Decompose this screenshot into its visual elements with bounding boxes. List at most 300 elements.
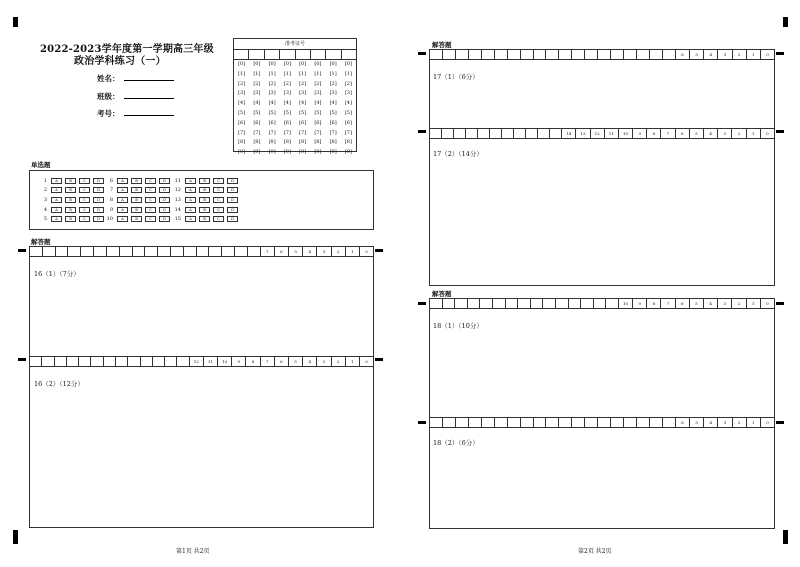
score-cell[interactable]: 6 xyxy=(275,357,289,366)
candidate-id-digit[interactable]: [3] xyxy=(299,90,307,97)
score-blank-cell xyxy=(443,50,456,59)
mc-option-bubble[interactable]: B xyxy=(65,207,76,213)
alignment-mark xyxy=(418,130,426,133)
mc-option-bubble[interactable]: D xyxy=(159,197,170,203)
score-blank-cell xyxy=(521,50,534,59)
mc-option-bubble[interactable]: A xyxy=(185,197,196,203)
score-cell[interactable]: 10 xyxy=(619,299,633,308)
score-cell[interactable]: 4 xyxy=(704,418,718,427)
mc-option-bubble[interactable]: B xyxy=(199,178,210,184)
candidate-id-digit[interactable]: [5] xyxy=(253,109,261,116)
score-blank-cell xyxy=(521,418,534,427)
candidate-id-digit[interactable]: [7] xyxy=(268,129,276,136)
candidate-id-digit[interactable]: [8] xyxy=(283,139,291,146)
candidate-id-digit[interactable]: [7] xyxy=(299,129,307,136)
score-cell[interactable]: 1 xyxy=(747,50,761,59)
score-blank-cell xyxy=(538,129,550,138)
candidate-id-digit[interactable]: [2] xyxy=(329,80,337,87)
candidate-id-digit[interactable]: [5] xyxy=(344,109,352,116)
candidate-id-digit[interactable]: [8] xyxy=(299,139,307,146)
score-cell[interactable]: 0 xyxy=(365,359,368,364)
answer-section-label-bottom: 解答题 xyxy=(432,290,452,298)
candidate-id-digit[interactable]: [7] xyxy=(314,129,322,136)
candidate-id-digit[interactable]: [5] xyxy=(238,109,246,116)
candidate-id-digit[interactable]: [6] xyxy=(329,119,337,126)
score-cell[interactable]: 10 xyxy=(619,129,633,138)
score-cell[interactable]: 9 xyxy=(633,299,647,308)
mc-option-bubble[interactable]: D xyxy=(159,178,170,184)
score-blank-cell xyxy=(594,299,607,308)
score-blank-cell xyxy=(456,50,469,59)
candidate-id-digit[interactable]: [4] xyxy=(283,100,291,107)
mc-option-bubble[interactable]: C xyxy=(79,216,90,222)
score-cell[interactable]: 4 xyxy=(303,357,317,366)
alignment-mark xyxy=(783,530,788,544)
mc-option-bubble[interactable]: C xyxy=(145,216,156,222)
score-blank-cell xyxy=(153,357,165,366)
candidate-id-digit[interactable]: [6] xyxy=(253,119,261,126)
score-bar-18-2 xyxy=(430,417,774,428)
mc-option-bubble[interactable]: C xyxy=(213,216,224,222)
score-cell[interactable]: 7 xyxy=(261,357,275,366)
score-cell[interactable]: 6 xyxy=(676,50,690,59)
score-cell[interactable]: 5 xyxy=(289,247,303,256)
score-cell[interactable]: 2 xyxy=(733,418,747,427)
mc-option-bubble[interactable]: B xyxy=(131,216,142,222)
candidate-id-box xyxy=(233,38,357,156)
score-blank-cell xyxy=(456,418,469,427)
score-cell[interactable]: 0 xyxy=(766,52,769,57)
mc-option-bubble[interactable]: C xyxy=(145,207,156,213)
candidate-id-digit[interactable]: [4] xyxy=(299,100,307,107)
score-blank-cell xyxy=(443,299,456,308)
mc-option-bubble[interactable]: D xyxy=(93,187,104,193)
mc-question-row xyxy=(35,186,107,196)
score-blank-cell xyxy=(611,50,624,59)
mc-option-bubble[interactable]: A xyxy=(51,197,62,203)
score-blank-cell xyxy=(543,299,556,308)
mc-option-bubble[interactable]: B xyxy=(65,197,76,203)
candidate-id-digit[interactable]: [8] xyxy=(253,139,261,146)
score-blank-cell xyxy=(514,129,526,138)
name-field[interactable] xyxy=(124,80,174,81)
mc-option-bubble[interactable]: A xyxy=(185,207,196,213)
score-blank-cell xyxy=(495,418,508,427)
candidate-id-digit[interactable]: [2] xyxy=(299,80,307,87)
mc-option-bubble[interactable]: C xyxy=(145,197,156,203)
score-cell[interactable]: 0 xyxy=(766,131,769,136)
candidate-id-digit[interactable]: [1] xyxy=(283,70,291,77)
score-cell[interactable]: 5 xyxy=(690,418,704,427)
mc-option-bubble[interactable]: C xyxy=(213,197,224,203)
alignment-mark xyxy=(13,17,18,27)
mc-option-bubble[interactable]: B xyxy=(131,207,142,213)
candidate-id-digit[interactable]: [7] xyxy=(329,129,337,136)
candidate-id-digit[interactable]: [9] xyxy=(329,149,337,156)
mc-question-row xyxy=(169,176,241,186)
score-cell[interactable]: 0 xyxy=(365,249,368,254)
name-label: 姓名： xyxy=(97,74,120,83)
mc-option-bubble[interactable]: D xyxy=(93,197,104,203)
mc-question-row xyxy=(35,195,107,205)
score-cell[interactable]: 7 xyxy=(661,299,675,308)
candidate-id-digit[interactable]: [2] xyxy=(314,80,322,87)
score-cell[interactable]: 5 xyxy=(690,50,704,59)
mc-option-bubble[interactable]: B xyxy=(65,216,76,222)
score-bar-17-2 xyxy=(430,128,774,139)
candidate-id-digit[interactable]: [2] xyxy=(253,80,261,87)
mc-option-bubble[interactable]: C xyxy=(145,187,156,193)
candidate-id-digit[interactable]: [9] xyxy=(344,149,352,156)
candidate-id-column xyxy=(341,60,356,158)
score-cell[interactable]: 6 xyxy=(676,418,690,427)
score-blank-cell xyxy=(534,50,547,59)
candidate-id-digit[interactable]: [1] xyxy=(329,70,337,77)
score-blank-cell xyxy=(128,357,140,366)
candidate-id-column xyxy=(234,60,249,158)
candidate-id-write-cells[interactable] xyxy=(234,50,356,60)
score-cell[interactable]: 2 xyxy=(332,357,346,366)
mc-option-bubble[interactable]: C xyxy=(79,207,90,213)
score-cell[interactable]: 12 xyxy=(591,129,605,138)
score-blank-cell xyxy=(550,129,562,138)
score-blank-cell xyxy=(133,247,146,256)
mc-question-number: 10 xyxy=(106,216,113,223)
mc-option-bubble[interactable]: A xyxy=(117,207,128,213)
score-blank-cell xyxy=(546,418,559,427)
mc-option-bubble[interactable]: B xyxy=(199,216,210,222)
candidate-id-digit[interactable]: [6] xyxy=(238,119,246,126)
score-blank-cell xyxy=(466,129,478,138)
candidate-id-digit[interactable]: [3] xyxy=(314,90,322,97)
score-blank-cell xyxy=(81,247,94,256)
candidate-id-digit[interactable]: [5] xyxy=(268,109,276,116)
mc-option-bubble[interactable]: D xyxy=(159,187,170,193)
score-cell[interactable]: 4 xyxy=(704,129,718,138)
score-blank-cell xyxy=(67,357,79,366)
candidate-id-digit[interactable]: [3] xyxy=(283,90,291,97)
score-cell[interactable]: 4 xyxy=(704,299,718,308)
mc-question-number: 12 xyxy=(174,187,181,194)
mc-option-bubble[interactable]: D xyxy=(159,216,170,222)
score-blank-cell xyxy=(141,357,153,366)
candidate-id-digit[interactable]: [3] xyxy=(238,90,246,97)
score-blank-cell xyxy=(598,418,611,427)
candidate-id-digit[interactable]: [0] xyxy=(329,61,337,67)
candidate-id-digit[interactable]: [4] xyxy=(329,100,337,107)
candidate-id-column xyxy=(265,60,280,158)
candidate-id-digit[interactable]: [3] xyxy=(253,90,261,97)
candidate-id-digit[interactable]: [6] xyxy=(299,119,307,126)
candidate-id-digit[interactable]: [4] xyxy=(314,100,322,107)
mc-option-bubble[interactable]: C xyxy=(79,187,90,193)
score-blank-cell xyxy=(508,418,521,427)
mc-question-number: 1 xyxy=(43,177,47,184)
score-cell[interactable]: 2 xyxy=(732,129,746,138)
mc-option-bubble[interactable]: A xyxy=(185,187,196,193)
mc-option-bubble[interactable]: D xyxy=(227,216,238,222)
score-blank-cell xyxy=(518,299,531,308)
question-17-1-label: 17（1）（6分） xyxy=(433,73,479,81)
mc-option-bubble[interactable]: D xyxy=(93,207,104,213)
candidate-id-digit[interactable]: [0] xyxy=(314,61,322,67)
score-cell[interactable]: 1 xyxy=(747,299,761,308)
candidate-id-digit[interactable]: [2] xyxy=(344,80,352,87)
score-blank-cell xyxy=(442,129,454,138)
candidate-id-digit[interactable]: [2] xyxy=(283,80,291,87)
score-cell[interactable]: 8 xyxy=(647,129,661,138)
mc-question-row xyxy=(35,205,107,215)
score-blank-cell xyxy=(197,247,210,256)
mc-option-bubble[interactable]: D xyxy=(227,207,238,213)
mc-option-bubble[interactable]: B xyxy=(131,187,142,193)
score-blank-cell xyxy=(430,50,443,59)
score-blank-cell xyxy=(478,129,490,138)
score-cell[interactable]: 8 xyxy=(647,299,661,308)
candidate-id-digit[interactable]: [5] xyxy=(329,109,337,116)
mc-option-bubble[interactable]: D xyxy=(159,207,170,213)
score-cell[interactable]: 1 xyxy=(747,418,761,427)
mc-question-number: 5 xyxy=(43,216,47,223)
mc-option-bubble[interactable]: A xyxy=(117,178,128,184)
score-cell[interactable]: 5 xyxy=(289,357,303,366)
candidate-id-digit[interactable]: [3] xyxy=(268,90,276,97)
score-cell[interactable]: 12 xyxy=(190,357,204,366)
exam-title-line1: 2022-2023学年度第一学期高三年级 xyxy=(40,44,214,55)
mc-option-bubble[interactable]: D xyxy=(227,187,238,193)
score-blank-cell xyxy=(490,129,502,138)
candidate-id-digit[interactable]: [1] xyxy=(314,70,322,77)
score-cell[interactable]: 1 xyxy=(747,129,761,138)
candidate-id-digit[interactable]: [4] xyxy=(238,100,246,107)
candidate-id-digit[interactable]: [5] xyxy=(314,109,322,116)
score-blank-cell xyxy=(30,247,43,256)
score-cell[interactable]: 5 xyxy=(690,129,704,138)
mc-option-bubble[interactable]: A xyxy=(51,187,62,193)
score-cell[interactable]: 5 xyxy=(690,299,704,308)
mc-option-bubble[interactable]: A xyxy=(185,216,196,222)
candidate-id-digit[interactable]: [8] xyxy=(344,139,352,146)
candidate-id-digit[interactable]: [3] xyxy=(344,90,352,97)
score-blank-cell xyxy=(430,299,443,308)
score-blank-cell xyxy=(430,418,443,427)
score-blank-cell xyxy=(43,247,56,256)
mc-option-bubble[interactable]: A xyxy=(51,216,62,222)
score-blank-cell xyxy=(430,129,442,138)
candidate-id-digit[interactable]: [1] xyxy=(268,70,276,77)
mc-option-bubble[interactable]: C xyxy=(145,178,156,184)
score-cell[interactable]: 1 xyxy=(346,357,360,366)
score-blank-cell xyxy=(209,247,222,256)
candidate-id-digit[interactable]: [7] xyxy=(253,129,261,136)
candidate-id-column xyxy=(280,60,295,158)
candidate-id-digit[interactable]: [7] xyxy=(238,129,246,136)
mc-question-group xyxy=(35,176,107,224)
mc-option-bubble[interactable]: A xyxy=(51,207,62,213)
candidate-id-digit[interactable]: [1] xyxy=(299,70,307,77)
score-cell[interactable]: 3 xyxy=(718,129,732,138)
candidate-id-digit[interactable]: [7] xyxy=(283,129,291,136)
score-blank-cell xyxy=(598,50,611,59)
score-blank-cell xyxy=(650,50,663,59)
mc-option-bubble[interactable]: B xyxy=(199,207,210,213)
score-cell[interactable]: 1 xyxy=(346,247,360,256)
mc-option-bubble[interactable]: C xyxy=(213,207,224,213)
score-blank-cell xyxy=(248,247,261,256)
score-blank-cell xyxy=(502,129,514,138)
score-cell[interactable]: 4 xyxy=(704,50,718,59)
score-cell[interactable]: 3 xyxy=(317,247,331,256)
score-blank-cell xyxy=(222,247,235,256)
score-cell[interactable]: 11 xyxy=(605,129,619,138)
candidate-id-digit[interactable]: [5] xyxy=(299,109,307,116)
candidate-id-digit[interactable]: [9] xyxy=(283,149,291,156)
candidate-id-digit[interactable]: [0] xyxy=(344,61,352,67)
mc-option-bubble[interactable]: C xyxy=(213,178,224,184)
candidate-id-digit[interactable]: [9] xyxy=(238,149,246,156)
score-cell[interactable]: 3 xyxy=(718,418,732,427)
mc-option-bubble[interactable]: A xyxy=(117,216,128,222)
candidate-id-digit[interactable]: [9] xyxy=(314,149,322,156)
mc-question-row xyxy=(169,214,241,224)
candidate-id-digit[interactable]: [6] xyxy=(268,119,276,126)
score-blank-cell xyxy=(526,129,538,138)
candidate-id-digit[interactable]: [5] xyxy=(283,109,291,116)
candidate-id-column xyxy=(310,60,325,158)
score-cell[interactable]: 9 xyxy=(633,129,647,138)
candidate-id-digit[interactable]: [0] xyxy=(283,61,291,67)
score-cell[interactable]: 3 xyxy=(718,299,732,308)
score-blank-cell xyxy=(546,50,559,59)
candidate-id-digit[interactable]: [8] xyxy=(238,139,246,146)
candidate-id-digit[interactable]: [8] xyxy=(329,139,337,146)
alignment-mark xyxy=(13,530,18,544)
mc-question-number: 14 xyxy=(174,206,181,213)
score-cell[interactable]: 14 xyxy=(562,129,576,138)
mc-option-bubble[interactable]: B xyxy=(65,187,76,193)
mc-question-row xyxy=(35,176,107,186)
candidate-id-digit[interactable]: [1] xyxy=(253,70,261,77)
alignment-mark xyxy=(18,358,26,361)
candidate-id-digit[interactable]: [7] xyxy=(344,129,352,136)
mc-option-bubble[interactable]: C xyxy=(213,187,224,193)
score-cell[interactable]: 8 xyxy=(246,357,260,366)
score-blank-cell xyxy=(94,247,107,256)
score-cell[interactable]: 6 xyxy=(676,129,690,138)
candidate-id-digit[interactable]: [1] xyxy=(344,70,352,77)
score-cell[interactable]: 2 xyxy=(732,299,746,308)
candidate-id-digit[interactable]: [6] xyxy=(283,119,291,126)
score-cell[interactable]: 3 xyxy=(317,357,331,366)
alignment-mark xyxy=(418,52,426,55)
multiple-choice-box xyxy=(29,170,374,230)
class-field[interactable] xyxy=(124,98,174,99)
candidate-id-digit[interactable]: [4] xyxy=(268,100,276,107)
score-cell[interactable]: 6 xyxy=(676,299,690,308)
candidate-id-digit[interactable]: [1] xyxy=(238,70,246,77)
candidate-id-digit[interactable]: [8] xyxy=(268,139,276,146)
candidate-id-digit[interactable]: [4] xyxy=(344,100,352,107)
alignment-mark xyxy=(18,249,26,252)
candidate-id-digit[interactable]: [0] xyxy=(299,61,307,67)
mc-question-number: 8 xyxy=(109,196,113,203)
mc-option-bubble[interactable]: D xyxy=(93,216,104,222)
mc-option-bubble[interactable]: A xyxy=(117,197,128,203)
mc-question-row xyxy=(169,195,241,205)
score-cell[interactable]: 7 xyxy=(661,129,675,138)
exam-number-field[interactable] xyxy=(124,115,174,116)
mc-option-bubble[interactable]: B xyxy=(131,197,142,203)
mc-option-bubble[interactable]: B xyxy=(131,178,142,184)
mc-option-bubble[interactable]: D xyxy=(93,178,104,184)
mc-question-group xyxy=(169,176,241,224)
score-cell[interactable]: 7 xyxy=(261,247,275,256)
candidate-id-digit[interactable]: [8] xyxy=(314,139,322,146)
mc-option-bubble[interactable]: D xyxy=(227,197,238,203)
score-cell[interactable]: 3 xyxy=(718,50,732,59)
mc-option-bubble[interactable]: B xyxy=(65,178,76,184)
score-cell[interactable]: 13 xyxy=(576,129,590,138)
mc-option-bubble[interactable]: C xyxy=(79,178,90,184)
score-blank-cell xyxy=(556,299,569,308)
mc-option-bubble[interactable]: A xyxy=(185,178,196,184)
mc-option-bubble[interactable]: B xyxy=(199,187,210,193)
score-blank-cell xyxy=(637,418,650,427)
score-cell[interactable]: 9 xyxy=(232,357,246,366)
candidate-id-digit[interactable]: [6] xyxy=(344,119,352,126)
candidate-id-digit[interactable]: [2] xyxy=(238,80,246,87)
candidate-id-digit[interactable]: [6] xyxy=(314,119,322,126)
score-blank-cell xyxy=(559,50,572,59)
score-cell[interactable]: 6 xyxy=(275,247,289,256)
mc-option-bubble[interactable]: B xyxy=(199,197,210,203)
candidate-id-digit[interactable]: [9] xyxy=(299,149,307,156)
mc-question-row xyxy=(101,214,173,224)
candidate-id-digit[interactable]: [4] xyxy=(253,100,261,107)
score-cell[interactable]: 0 xyxy=(766,420,769,425)
candidate-id-column xyxy=(295,60,310,158)
candidate-id-digit[interactable]: [2] xyxy=(268,80,276,87)
score-cell[interactable]: 4 xyxy=(303,247,317,256)
mc-option-bubble[interactable]: A xyxy=(117,187,128,193)
score-blank-cell xyxy=(469,418,482,427)
exam-title-line2: 政治学科练习（一） xyxy=(74,56,166,67)
score-cell[interactable]: 2 xyxy=(733,50,747,59)
candidate-id-digit[interactable]: [0] xyxy=(253,61,261,67)
score-cell[interactable]: 0 xyxy=(766,301,769,306)
score-cell[interactable]: 11 xyxy=(204,357,218,366)
candidate-id-digit[interactable]: [9] xyxy=(253,149,261,156)
score-blank-cell xyxy=(585,418,598,427)
page-2-footer: 第2页 共2页 xyxy=(578,548,612,555)
mc-question-row xyxy=(101,195,173,205)
score-blank-cell xyxy=(177,357,189,366)
score-bar-18-1 xyxy=(430,299,774,309)
score-blank-cell xyxy=(624,418,637,427)
mc-option-bubble[interactable]: D xyxy=(227,178,238,184)
score-blank-cell xyxy=(663,50,676,59)
candidate-id-header: 准考证号 xyxy=(234,39,356,50)
candidate-id-digit[interactable]: [0] xyxy=(238,61,246,67)
alignment-mark xyxy=(776,302,784,305)
mc-option-bubble[interactable]: C xyxy=(79,197,90,203)
score-cell[interactable]: 2 xyxy=(332,247,346,256)
score-cell[interactable]: 10 xyxy=(218,357,232,366)
candidate-id-digit[interactable]: [3] xyxy=(329,90,337,97)
mc-option-bubble[interactable]: A xyxy=(51,178,62,184)
candidate-id-digit[interactable]: [9] xyxy=(268,149,276,156)
candidate-id-digit[interactable]: [0] xyxy=(268,61,276,67)
